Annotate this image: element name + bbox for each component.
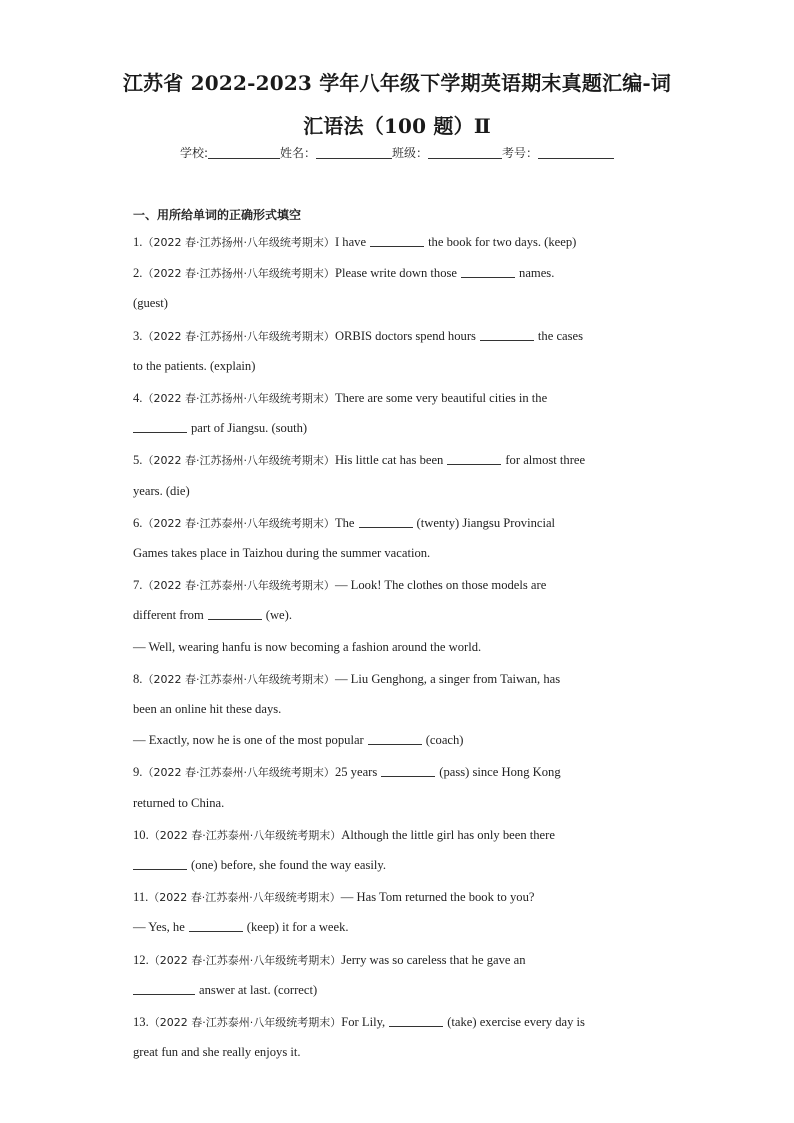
answer-blank[interactable]: [389, 1015, 443, 1027]
question-13: [133, 1014, 585, 1030]
question-text: (coach): [425, 733, 464, 747]
question-text: There are some very beautiful cities in the: [334, 391, 548, 405]
class-blank[interactable]: [428, 146, 502, 159]
student-info-row: [0, 144, 794, 161]
question-text: different from: [133, 608, 204, 622]
question-5: [133, 452, 585, 468]
question-number: 6.: [133, 516, 143, 530]
question-7-cont: [133, 608, 292, 623]
question-source: （2022 春·江苏泰州·八年级统考期末）: [148, 954, 342, 967]
question-text: — Exactly, now he is one of the most popular: [133, 733, 364, 747]
question-text: for almost three: [505, 453, 586, 467]
school-blank[interactable]: [208, 146, 280, 159]
answer-blank[interactable]: [208, 608, 262, 620]
question-text: (twenty) Jiangsu Provincial: [416, 516, 556, 530]
question-text: For Lily,: [341, 1015, 386, 1029]
answer-blank[interactable]: [133, 858, 187, 870]
question-9-cont: returned to China.: [133, 796, 225, 810]
question-10-cont: [133, 858, 386, 873]
answer-blank[interactable]: [480, 329, 534, 341]
question-text: — Liu Genghong, a singer from Taiwan, has: [334, 672, 561, 686]
name-blank[interactable]: [316, 146, 392, 159]
question-11: [133, 889, 534, 905]
question-number: 12.: [133, 953, 149, 967]
question-13-cont: great fun and she really enjoys it.: [133, 1045, 301, 1059]
question-text: Jerry was so careless that he gave an: [341, 953, 526, 967]
question-source: （2022 春·江苏扬州·八年级统考期末）: [142, 267, 335, 280]
question-2-cont: (guest): [133, 296, 168, 310]
question-number: 5.: [133, 453, 143, 467]
question-source: （2022 春·江苏泰州·八年级统考期末）: [148, 1016, 342, 1029]
answer-blank[interactable]: [461, 266, 515, 278]
answer-blank[interactable]: [381, 765, 435, 777]
question-2: [133, 265, 554, 281]
question-text: — Look! The clothes on those models are: [334, 578, 547, 592]
question-source: （2022 春·江苏扬州·八年级统考期末）: [142, 236, 335, 249]
question-number: 1.: [133, 235, 143, 249]
question-12: [133, 952, 526, 968]
name-label: 姓名：: [280, 146, 317, 160]
question-text: (take) exercise every day is: [447, 1015, 585, 1029]
question-number: 9.: [133, 765, 143, 779]
question-text: His little cat has been: [334, 453, 444, 467]
question-text: Please write down those: [334, 266, 458, 280]
question-3-cont: to the patients. (explain): [133, 359, 256, 373]
answer-blank[interactable]: [370, 235, 424, 247]
question-number: 13.: [133, 1015, 149, 1029]
question-source: （2022 春·江苏泰州·八年级统考期末）: [148, 891, 341, 904]
question-text: ORBIS doctors spend hours: [334, 329, 476, 343]
question-text: the cases: [537, 329, 584, 343]
question-source: （2022 春·江苏扬州·八年级统考期末）: [142, 330, 335, 343]
question-number: 2.: [133, 266, 143, 280]
question-4-cont: [133, 421, 307, 436]
question-12-cont: [133, 983, 317, 998]
id-label: 考号：: [502, 146, 539, 160]
question-number: 11.: [133, 890, 149, 904]
question-number: 10.: [133, 828, 149, 842]
question-5-cont: years. (die): [133, 484, 190, 498]
class-label: 班级：: [392, 146, 429, 160]
question-source: （2022 春·江苏泰州·八年级统考期末）: [142, 766, 335, 779]
answer-blank[interactable]: [133, 983, 195, 995]
question-6-cont: Games takes place in Taizhou during the summer vacation.: [133, 546, 431, 560]
question-text: Although the little girl has only been there: [341, 828, 555, 842]
question-source: （2022 春·江苏泰州·八年级统考期末）: [148, 829, 342, 842]
question-3: [133, 328, 583, 344]
question-8-reply: [133, 733, 464, 748]
question-number: 7.: [133, 578, 143, 592]
question-number: 4.: [133, 391, 143, 405]
question-10: [133, 827, 555, 843]
school-label: 学校:: [179, 146, 208, 160]
question-text: part of Jiangsu. (south): [191, 421, 308, 435]
question-text: names.: [519, 266, 555, 280]
question-text: (we).: [265, 608, 292, 622]
page-title-line-1: 江苏省 2022-2023 学年八年级下学期英语期末真题汇编-词: [122, 71, 672, 95]
id-blank[interactable]: [538, 146, 614, 159]
question-source: （2022 春·江苏扬州·八年级统考期末）: [142, 454, 335, 467]
question-text: (keep) it for a week.: [246, 920, 349, 934]
question-7-reply: — Well, wearing hanfu is now becoming a fashion around the world.: [133, 640, 482, 654]
question-9: [133, 764, 561, 780]
question-text: answer at last. (correct): [199, 983, 318, 997]
question-source: （2022 春·江苏泰州·八年级统考期末）: [142, 517, 335, 530]
question-text: The: [334, 516, 355, 530]
question-8: [133, 671, 560, 687]
question-7: [133, 577, 546, 593]
answer-blank[interactable]: [189, 920, 243, 932]
question-source: （2022 春·江苏扬州·八年级统考期末）: [142, 392, 335, 405]
question-text: 25 years: [334, 765, 378, 779]
question-text: I have: [334, 235, 367, 249]
question-source: （2022 春·江苏泰州·八年级统考期末）: [142, 673, 335, 686]
answer-blank[interactable]: [133, 421, 187, 433]
answer-blank[interactable]: [368, 733, 422, 745]
answer-blank[interactable]: [359, 516, 413, 528]
answer-blank[interactable]: [447, 453, 501, 465]
question-11-reply: [133, 920, 349, 935]
section-title: 一、用所给单词的正确形式填空: [133, 208, 302, 222]
question-4: [133, 390, 547, 406]
page-title-line-2: 汇语法（100 题）Ⅱ: [303, 114, 491, 138]
question-source: （2022 春·江苏泰州·八年级统考期末）: [142, 579, 335, 592]
question-8-cont: been an online hit these days.: [133, 702, 282, 716]
question-6: [133, 515, 555, 531]
question-text: — Has Tom returned the book to you?: [340, 890, 535, 904]
question-text: (pass) since Hong Kong: [439, 765, 561, 779]
question-1: [133, 234, 576, 250]
question-text: (one) before, she found the way easily.: [191, 858, 387, 872]
question-text: the book for two days. (keep): [428, 235, 577, 249]
question-text: — Yes, he: [133, 920, 185, 934]
question-number: 8.: [133, 672, 143, 686]
question-number: 3.: [133, 329, 143, 343]
